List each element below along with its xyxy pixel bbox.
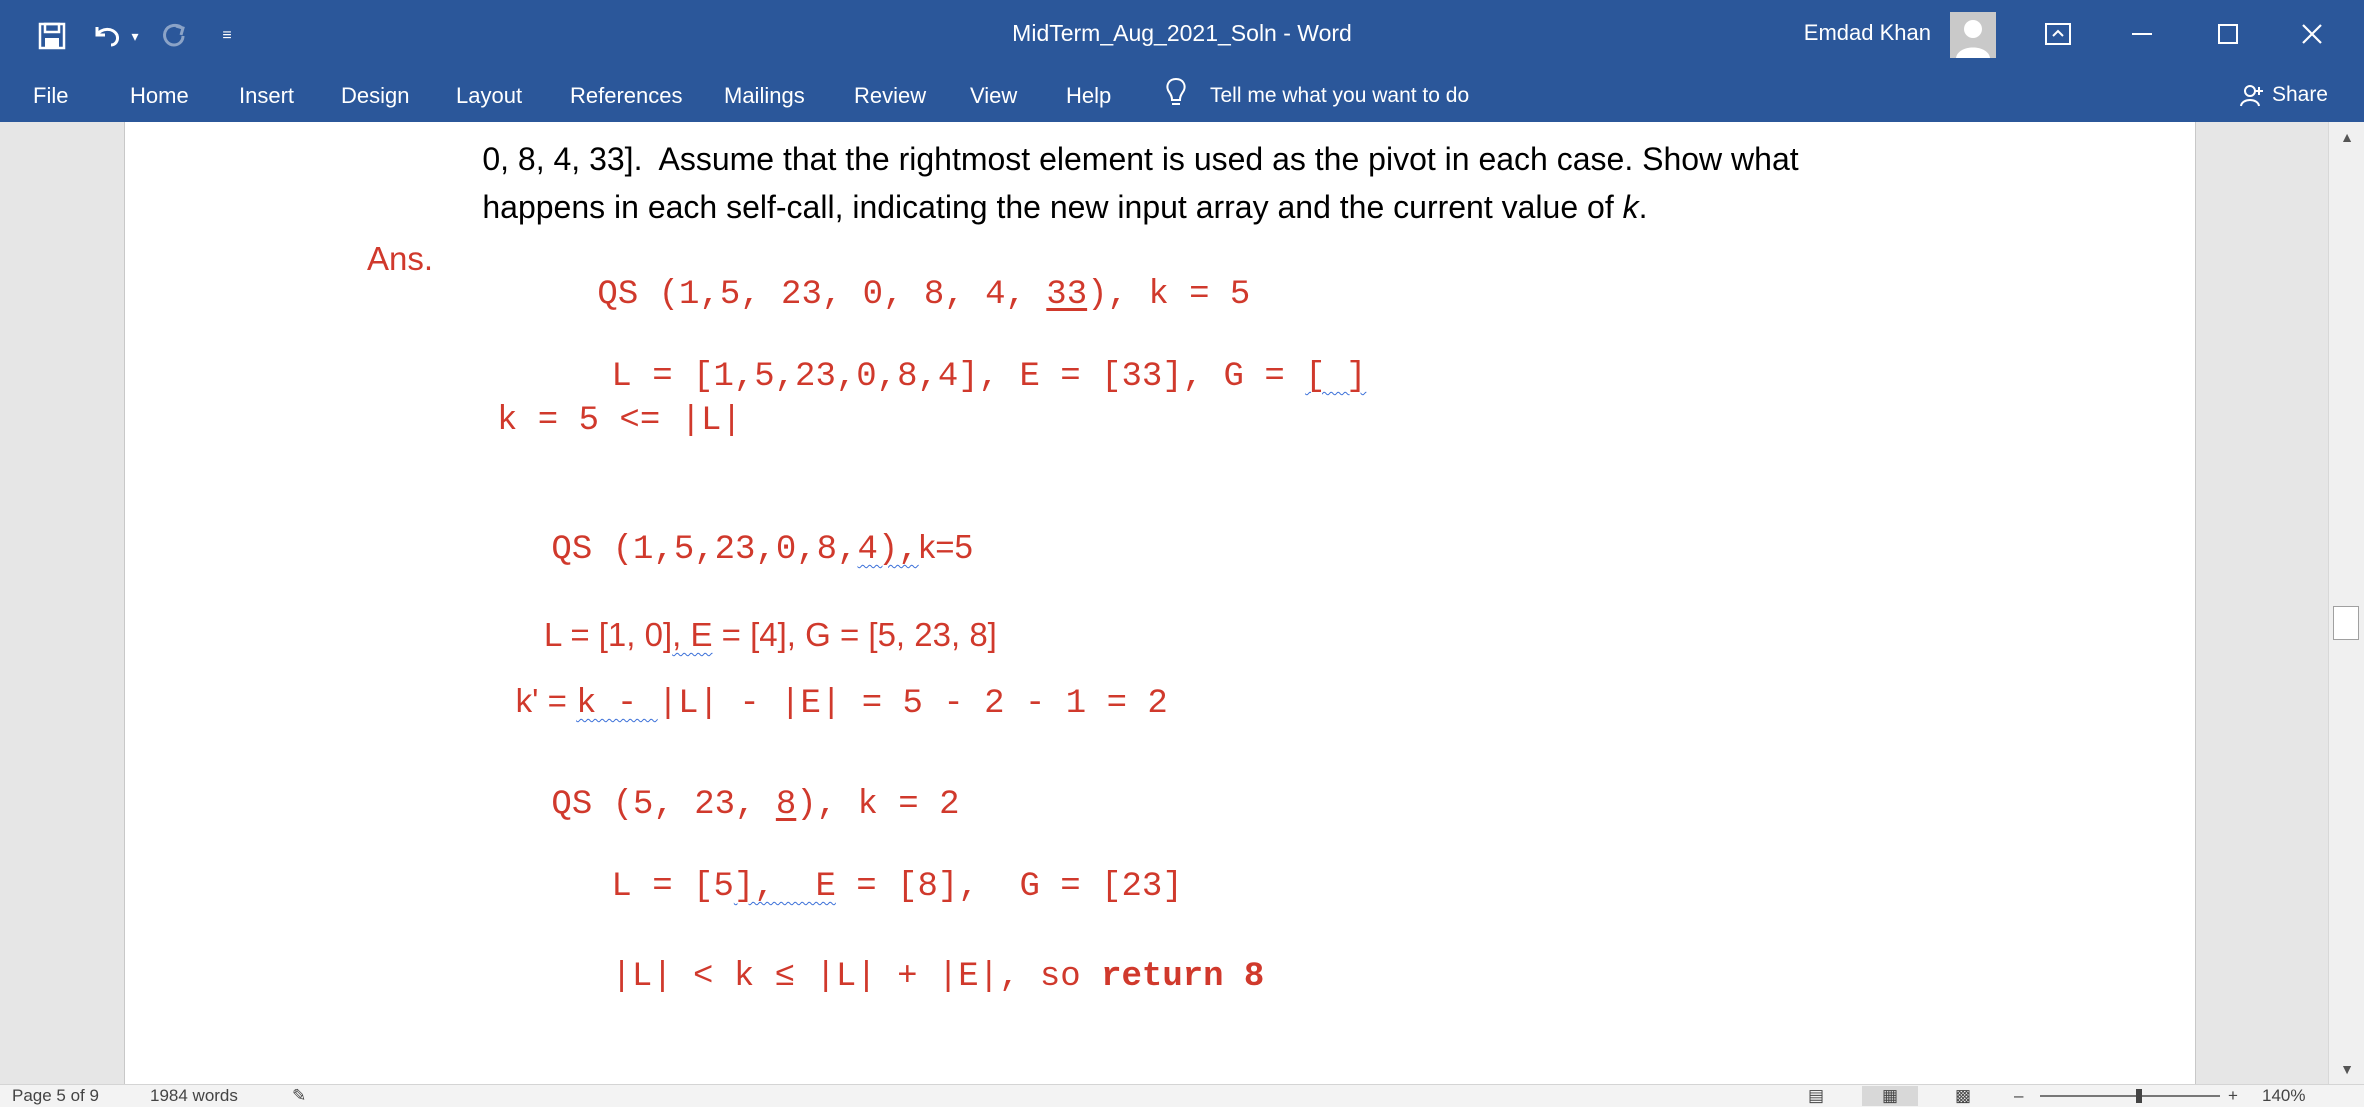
answer-line-9-bold: return 8 [1101,958,1265,996]
web-layout-icon[interactable]: ▩ [1955,1086,1972,1105]
tab-references[interactable]: References [570,83,683,108]
answer-line-6 [489,664,1168,741]
tab-layout[interactable]: Layout [456,83,523,108]
user-name[interactable]: Emdad Khan [1803,20,1931,45]
question-end: . [1638,189,1648,225]
vertical-scrollbar[interactable] [2328,122,2364,1084]
tab-home[interactable]: Home [130,83,189,108]
zoom-slider-thumb[interactable] [2136,1089,2142,1103]
share-label: Share [2271,83,2328,106]
answer-line-8-post: = [8], G = [23] [835,868,1183,906]
answer-line-9-pre: |L| < k ≤ |L| + |E|, so [611,958,1102,996]
print-layout-icon[interactable]: ▦ [1862,1086,1918,1106]
tab-insert[interactable]: Insert [239,83,295,108]
zoom-out-icon[interactable]: – [2014,1086,2024,1105]
scrollbar-thumb[interactable] [2333,606,2359,640]
zoom-slider[interactable] [2040,1095,2220,1097]
answer-line-7-post: ), k = 2 [796,786,960,824]
tell-me-search[interactable] [1210,84,1469,108]
ribbon-display-options-icon[interactable] [2028,14,2088,54]
ans-label: Ans. [367,240,434,277]
person-icon [2240,83,2264,107]
answer-line-4-post: k=5 [918,528,973,565]
answer-line-1-pre: QS (1,5, 23, 0, 8, 4, [597,276,1047,314]
tab-file[interactable]: File [33,83,69,108]
avatar[interactable] [1950,12,1996,58]
answer-line-9 [489,920,1264,1034]
close-icon[interactable] [2282,14,2342,54]
word-count[interactable]: 1984 words [150,1086,238,1105]
answer-line-5-mid: , E [672,616,713,653]
window-title: MidTerm_Aug_2021_Soln - Word [1012,20,1352,46]
minimize-icon[interactable] [2112,14,2172,54]
answer-line-6-post: |L| - |E| = 5 - 2 - 1 = 2 [657,685,1168,723]
zoom-in-icon[interactable]: + [2228,1086,2238,1105]
ribbon-tabs [0,72,2364,122]
tab-help[interactable]: Help [1066,83,1112,108]
zoom-level[interactable]: 140% [2262,1086,2306,1105]
answer-line-4-pivot: 4), [857,531,919,569]
answer-line-7-pre: QS (5, 23, [551,786,776,824]
answer-line-5-pre: L = [1, 0] [544,616,673,653]
tell-me-label: Tell me what you want to do [1210,84,1470,107]
scroll-up-icon[interactable]: ▲ [2340,129,2354,145]
answer-line-4-pre: QS (1,5,23,0,8, [551,531,858,569]
status-bar [0,1084,2364,1107]
scroll-down-icon[interactable]: ▼ [2340,1061,2354,1077]
question-text: happens in each self-call, indicating the new input array and the current value of [482,189,1623,225]
tab-view[interactable]: View [970,83,1018,108]
tab-design[interactable]: Design [341,83,410,108]
maximize-icon[interactable] [2198,14,2258,54]
answer-line-7-pivot: 8 [775,786,797,824]
answer-line-2-empty: [ ] [1305,358,1367,396]
page-count[interactable]: Page 5 of 9 [12,1086,99,1105]
answer-line-2-pre: L = [1,5,23,0,8,4], E = [33], G = [611,358,1306,396]
answer-line-8-mid: ], E [733,868,836,906]
answer-line-8-pre: L = [5 [611,868,734,906]
tab-mailings[interactable]: Mailings [724,83,805,108]
answer-line-5-post: = [4], G = [5, 23, 8] [712,616,997,653]
answer-line-1-pivot: 33 [1046,276,1088,314]
question-k: k [1622,189,1639,225]
answer-line-1-post: ), k = 5 [1087,276,1251,314]
share-button[interactable] [2240,83,2328,107]
lightbulb-icon [1163,76,1189,115]
document-page[interactable] [124,122,2196,1084]
proofing-icon[interactable]: ✎ [292,1086,307,1105]
customize-quick-access-icon[interactable]: ≡ [222,27,232,44]
tab-review[interactable]: Review [854,83,927,108]
undo-dropdown-icon[interactable]: ▾ [131,27,139,44]
answer-line-3: k = 5 <= |L| [497,402,742,440]
answer-line-6-pre: k' = [515,682,577,719]
question-cut-text: 0, 8, 4, 33]. Assume that the rightmost element is used as the pivot in each case. Show what [482,141,1799,177]
document-area [0,122,2328,1084]
answer-line-6-mid: k - [576,685,658,723]
read-mode-icon[interactable]: ▤ [1808,1086,1825,1105]
title-bar [0,0,2364,72]
